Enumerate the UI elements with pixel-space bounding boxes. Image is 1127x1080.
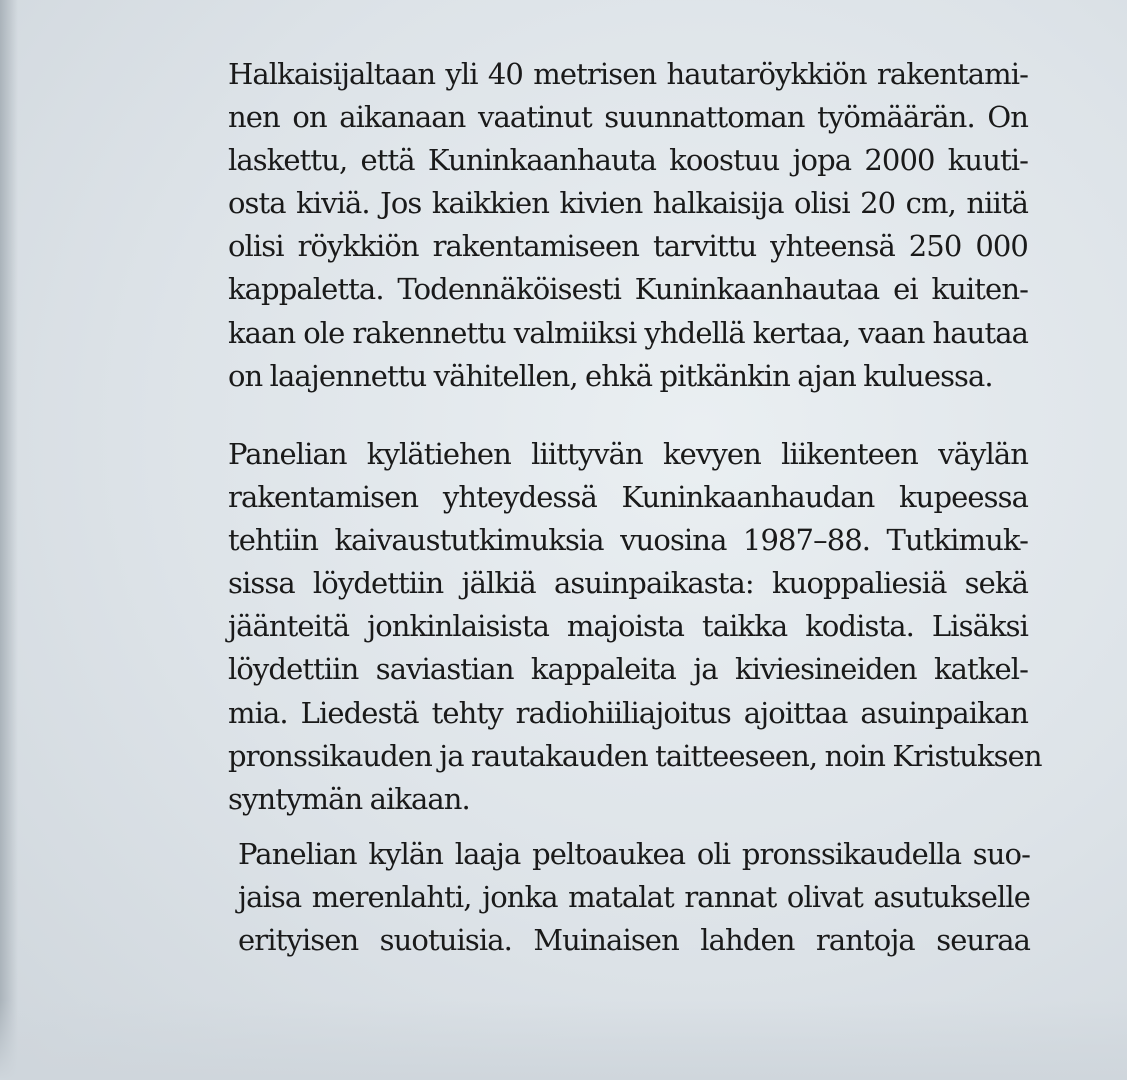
text-line: on laajennettu vähitellen, ehkä pitkänkin ajan kuluessa.	[228, 358, 993, 393]
paragraph-bronze-age-bay	[238, 833, 1030, 962]
paragraph-burial-cairn	[228, 53, 1028, 398]
text-line: osta kiviä. Jos kaikkien kivien halkaisija olisi 20 cm, niitä	[228, 186, 1028, 221]
text-line: tehtiin kaivaustutkimuksia vuosina 1987–88. Tutkimuk-	[228, 523, 1028, 558]
text-line: Panelian kylän laaja peltoaukea oli pronssikaudella suo-	[238, 837, 1030, 871]
text-line: jaisa merenlahti, jonka matalat rannat olivat asutukselle	[238, 880, 1030, 915]
text-line: kappaletta. Todennäköisesti Kuninkaanhautaa ei kuiten-	[228, 272, 1028, 307]
text-line: pronssikauden ja rautakauden taitteeseen, noin Kristuksen	[228, 738, 1042, 773]
text-line: rakentamisen yhteydessä Kuninkaanhaudan kupeessa	[228, 480, 1028, 515]
text-line: mia. Liedestä tehty radiohiiliajoitus ajoittaa asuinpaikan	[228, 695, 1028, 730]
text-line: Panelian kylätiehen liittyvän kevyen liikenteen väylän	[228, 437, 1028, 471]
text-line: löydettiin saviastian kappaleita ja kiviesineiden katkel-	[228, 652, 1028, 687]
text-line: kaan ole rakennettu valmiiksi yhdellä kertaa, vaan hautaa	[228, 315, 1028, 350]
panel-bottom-edge	[0, 1000, 1127, 1080]
text-line: nen on aikanaan vaatinut suunnattoman työmäärän. On	[228, 100, 1028, 135]
text-line: erityisen suotuisia. Muinaisen lahden rantoja seuraa	[238, 923, 1030, 958]
panel-edge-shadow	[0, 0, 18, 1080]
text-line: jäänteitä jonkinlaisista majoista taikka kodista. Lisäksi	[228, 609, 1028, 644]
paragraph-excavations	[228, 433, 1042, 821]
text-line: syntymän aikaan.	[228, 781, 470, 816]
text-line: olisi röykkiön rakentamiseen tarvittu yhteensä 250 000	[228, 229, 1028, 264]
text-line: Halkaisijaltaan yli 40 metrisen hautaröykkiön rakentami-	[228, 57, 1028, 91]
text-line: sissa löydettiin jälkiä asuinpaikasta: kuoppaliesiä sekä	[228, 566, 1028, 601]
text-line: laskettu, että Kuninkaanhauta koostuu jopa 2000 kuuti-	[228, 143, 1028, 178]
